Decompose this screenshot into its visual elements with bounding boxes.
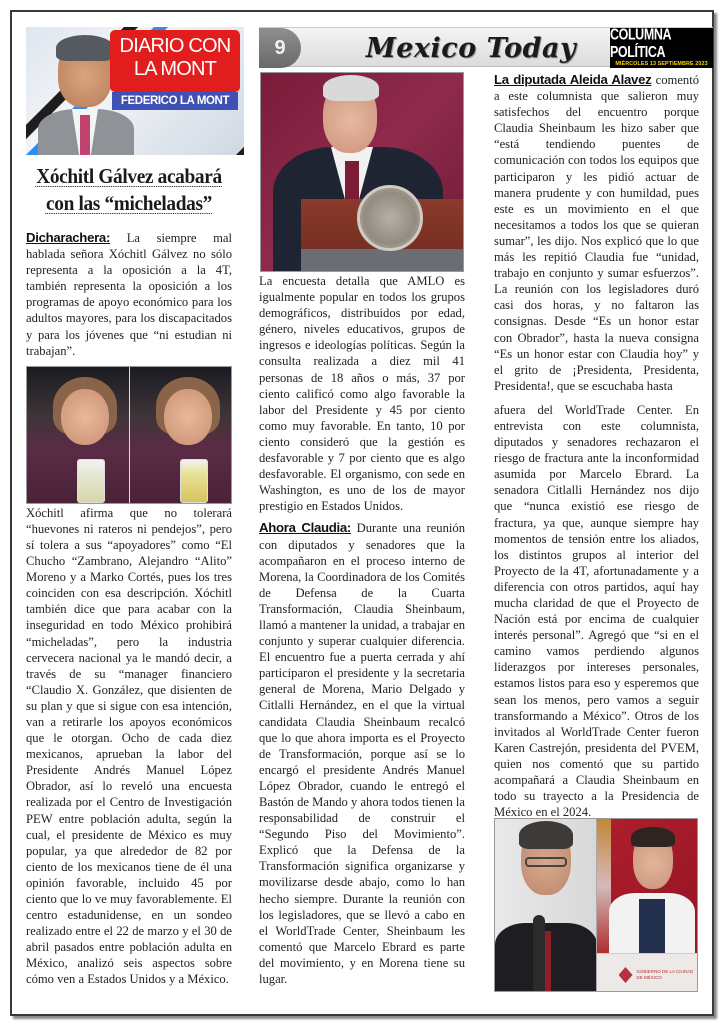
paragraph: Ahora Claudia: Durante una reunión con diputados y senadores que la acompañaron en el proceso interno de Morena, la Coordinadora de los Comités de Defensa de la Cuarta Transformación, Claudia Sheinbaum, llamó a mantener la unidad, a trabajar en conjunto y superar cualquier diferencia. El encuentro fue a puerta cerrada y ahí participaron el presidente y la secretaria general de Morena, Mario Delgado y Citlalli Hernández, en el que la virtual candidata Claudia Sheinbaum recalcó que lo que ahora importa es el Proyecto de Transformación, porque así se lo encargó el presidente Andrés Manuel López Obrador, cuando le entregó el Bastón de Mando y ahora todos tienen la responsabilidad de construir el “Segundo Piso del Movimiento”. Explicó que la Defensa de la Transformación significa organizarse y movilizarse desde abajo, como lo han hecho siempre. Durante la reunión con los legisladores, que se llevó a cabo en el WorldTrade Center, Sheinbaum les comentó que Marcelo Ebrard es parte del movimiento, y en Morena tiene su lugar.: [259, 520, 466, 987]
national-seal-icon: [357, 185, 423, 251]
column-2: [259, 273, 465, 987]
headline-line1: Xóchitl Gálvez acabará: [36, 164, 222, 188]
ebrard-sheinbaum-photo: [494, 818, 698, 992]
brand-line1: DIARIO CON: [119, 35, 231, 57]
amlo-photo: [260, 72, 464, 272]
podium-logo-text: GOBIERNO DE LA CIUDAD DE MÉXICO: [636, 969, 694, 980]
column-banner: [26, 27, 244, 155]
masthead: [259, 27, 713, 67]
section-badge: [610, 25, 713, 68]
paragraph: La encuesta detalla que AMLO es igualmente popular en todos los grupos demográficos, distribuidos por edad, género, niveles educativos, grupos de ingresos e ideologías políticas. Según la consulta realizada a diez mil 41 personas de 18 años o más, 37 por ciento calificó como algo favorable la labor del Presidente y 45 por ciento como muy favorable. En tanto, 10 por ciento consideró que la gestión es desfavorable y 7 por ciento que es algo desfavorable. El organismo, con sede en Washington, es uno de los de mayor prestigio en Estados Unidos.: [259, 274, 465, 514]
lead-label: La diputada Aleida Alavez: [494, 72, 652, 87]
author-name: FEDERICO LA MONT: [112, 92, 238, 110]
paragraph: Xóchitl afirma que no tolerará “huevones ni rateros ni pendejos”, pero sí tolera a sus “apoyadores” como “El Chucho “Zambrano, Alejandro “Alito” Moreno y a Marko Cortés, pues los tres coinciden con esa descripción. Xóchitl también dice que para acabar con la inseguridad en todo México prohibirá “micheladas”, pero la industria cervecera nacional ya le mandó decir, a través de su “manager financiero “Claudio X. González, que disienten de su plan y que si sigue con esa intención, van a retirarle los apoyos económicos que le otorgan. Ocho de cada diez mexicanos, aprueban la labor del Presidente Andrés Manuel López Obrador, así lo reveló una encuesta realizada por el Centro de Investigación PEW entre población adulta, según la cual, el presidente de México es muy popular, ya que alrededor de 82 por ciento de los mexicanos tiene de él una opinión favorable, incluido 45 por ciento que lo ve muy favorablemente. El centro estadunidense, en un sondeo realizado entre el 22 de marzo y el 30 de abril pasados entre población adulta en México, analizó seis aspectos sobre cómo ven a Estados Unidos y a México.: [26, 505, 232, 987]
microphone-icon: [533, 915, 545, 991]
paragraph: afuera del WorldTrade Center. En entrevista con este columnista, diputados y senadores rechazaron el riesgo de fractura ante la inconformidad asumida por Marcelo Ebrard. La senadora Citlalli Hernández nos dijo que “nunca existió ese riesgo de fractura, ya que, aunque siempre hay momentos de tensión entre los aliados, los distintos grupos al interior del Proyecto de la 4T, afortunadamente y a diferencia con otros partidos, aquí hay mucha claridad de que el Proyecto de Nación está por encima de cualquier interés personal”. Agregó que “si en el camino vamos perdiendo algunos liderazgos por intereses personales, estamos listos para eso y esperemos que sean los menos, pero vamos a seguir transformando a México”. Otros de los invitados al WorldTrade Center fueron Karen Castrejón, presidenta del PVEM, quien nos comentó que su partido acompañará a Claudia Sheinbaum en todo su trayecto a la Presidencia de México en el 2024.: [494, 402, 699, 820]
column-1: [26, 230, 232, 988]
xochitl-photo: [26, 366, 232, 504]
headline-line2: con las “micheladas”: [46, 191, 212, 215]
paper-title: Mexico Today: [365, 32, 577, 64]
section-name: COLUMNA POLÍTICA: [610, 25, 671, 61]
photo-frame-left: [27, 367, 130, 503]
brand-line2: LA MONT: [133, 58, 217, 80]
brand-logo: [110, 30, 240, 92]
issue-date: MIÉRCOLES 13 SEPTIEMBRE 2023: [615, 61, 708, 67]
paragraph: Dicharachera: La siempre mal hablada señora Xóchitl Gálvez no sólo representa a la oposición a la 4T, también representa la oposición a los programas de apoyo económico para los adultos mayores, para los discapacitados y para los jóvenes que “ni estudian ni trabajan”.: [26, 230, 232, 358]
lead-label: Ahora Claudia:: [259, 520, 352, 536]
sheinbaum-photo: [597, 819, 698, 991]
lead-label: Dicharachera:: [26, 230, 111, 245]
page-number: 9: [259, 28, 301, 68]
paragraph: La diputada Aleida Alavez comentó a este columnista que salieron muy satisfechos del encuentro porque Claudia Sheinbaum les hizo saber que “está tendiendo puentes de comunicación con todos los equipos que participaron y les pidió actuar de manera prudente y con humildad, pues este es un movimiento en el que necesitamos a todos los que se quieran sumar”, les dijo. Nos explicó que lo que más les repitió Claudia fue “unidad, trabajo en conjunto y sumar esfuerzos”. La reunión con los legisladores duró casi dos horas, y no faltaron las consignas. Desde “Es un honor estar con Obrador”, hasta la nueva consigna “Es un honor estar con Claudia hoy” y el grito de ¡Presidenta, Presidenta, Presidenta!, que se escuchaba hasta: [494, 72, 700, 393]
photo-frame-right: [130, 367, 232, 503]
ebrard-photo: [495, 819, 597, 991]
column-3: [494, 72, 699, 820]
article-headline: [33, 163, 226, 217]
